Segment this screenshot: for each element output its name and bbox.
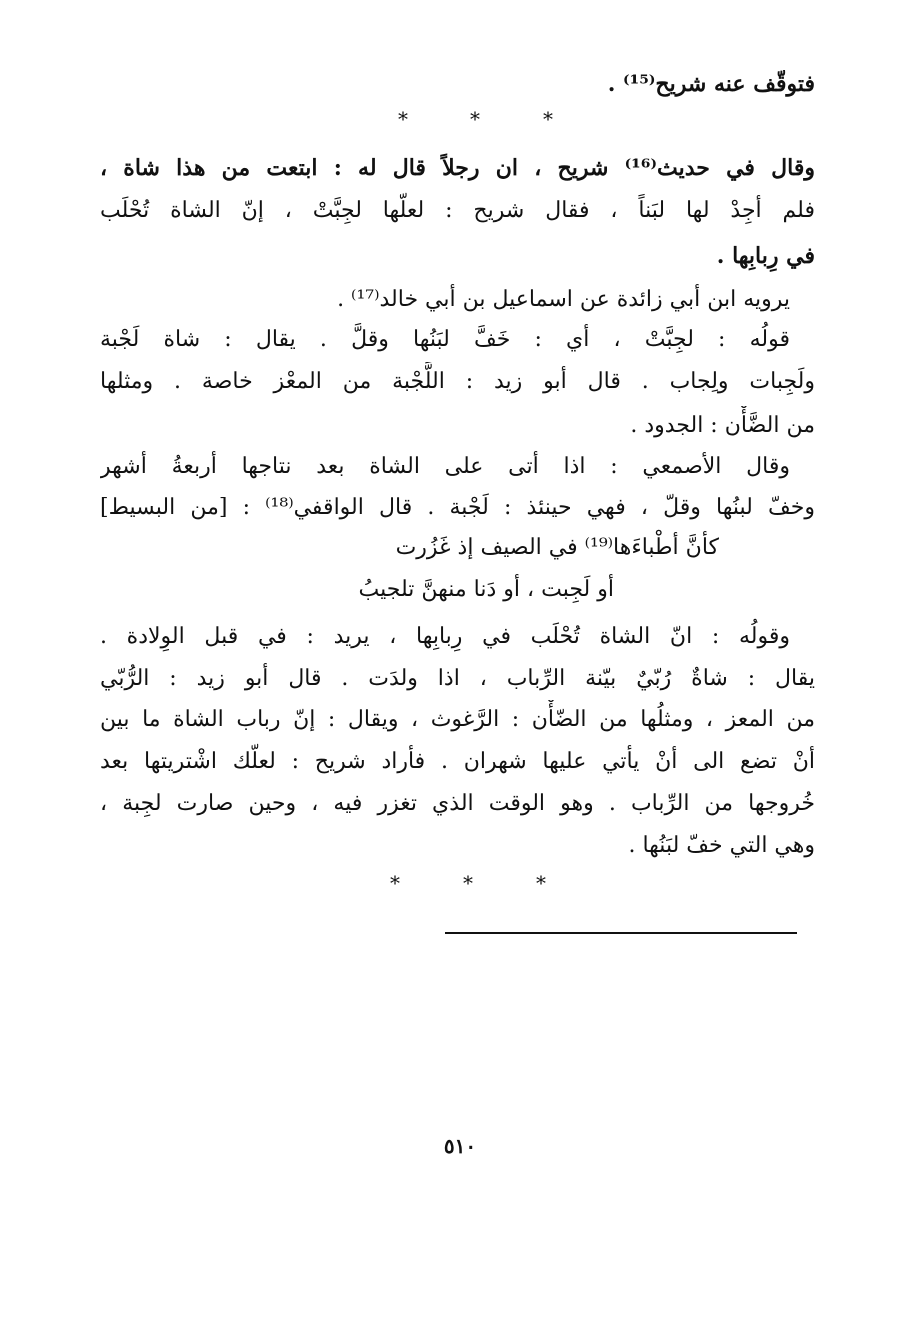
isnad-line: يرويه ابن أبي زائدة عن اسماعيل بن أبي خالد⁽¹⁷⁾ .: [337, 287, 790, 312]
rebab-line-1: وقولُه : انّ الشاة تُحْلَب في رِبابِها ، يريد : في قبل الوِلادة .: [100, 624, 790, 649]
section-divider-top: [0, 104, 914, 134]
footnote-separator: [445, 932, 797, 934]
commentary-line-1: قولُه : لجِبَّتْ ، أي : خَفَّ لبَنُها وقلَّ . يقال : شاة لَجْبة: [100, 327, 790, 352]
asmai-line-1: وقال الأصمعي : اذا أتى على الشاة بعد نتاجها أربعةُ أشهر: [100, 454, 790, 479]
star-ornament: *: [470, 107, 480, 131]
rebab-line-3: من المعز ، ومثلُها من الضّأْن : الرَّغوث ، ويقال : إنّ رباب الشاة ما بين: [100, 707, 815, 732]
verse-hemistich-2: أو لَجِبت ، أو دَنا منهنَّ تلجيبُ: [358, 577, 614, 602]
asmai-line-2: وخفّ لبنُها وقلّ ، فهي حينئذ : لَجْبة . قال الواقفي⁽¹⁸⁾ : [من البسيط]: [100, 495, 815, 520]
star-ornament: *: [543, 107, 553, 131]
section-divider-bottom: [0, 868, 914, 898]
verse-hemistich-1: كأنَّ أطْباءَها⁽¹⁹⁾ في الصيف إذ غَزُرت: [395, 535, 719, 560]
hadith-line-2: فلم أجِدْ لها لبَناً ، فقال شريح : لعلّها لجِبَّتْ ، إنّ الشاة تُحْلَب: [100, 198, 815, 223]
rebab-line-5: خُروجها من الرِّباب . وهو الوقت الذي تغزر فيه ، وحين صارت لجِبة ،: [100, 791, 815, 816]
text-line-opening: فتوقّف عنه شريح⁽¹⁵⁾ .: [607, 71, 815, 97]
commentary-line-3: من الضَّأْن : الجدود .: [630, 413, 815, 438]
commentary-line-2: ولَجِبات ولِجاب . قال أبو زيد : اللَّجْبة من المعْز خاصة . ومثلها: [100, 369, 815, 394]
rebab-line-4: أنْ تضع الى أنْ يأتي عليها شهران . فأراد شريح : لعلّك اشْتريتها بعد: [100, 749, 815, 774]
star-ornament: *: [398, 107, 408, 131]
star-ornament: *: [536, 871, 546, 895]
star-ornament: *: [463, 871, 473, 895]
hadith-line-3: في رِبابِها .: [716, 243, 815, 269]
rebab-line-2: يقال : شاةٌ رُبّيٌ بيّنة الرِّباب ، اذا ولدَت . قال أبو زيد : الرُّبّي: [100, 666, 815, 691]
page-number: ٥١٠: [443, 1134, 477, 1158]
rebab-line-6: وهي التي خفّ لبَنُها .: [628, 833, 815, 858]
hadith-line-1: وقال في حديث⁽¹⁶⁾ شريح ، ان رجلاً قال له : ابتعت من هذا شاة ،: [100, 155, 815, 181]
star-ornament: *: [390, 871, 400, 895]
